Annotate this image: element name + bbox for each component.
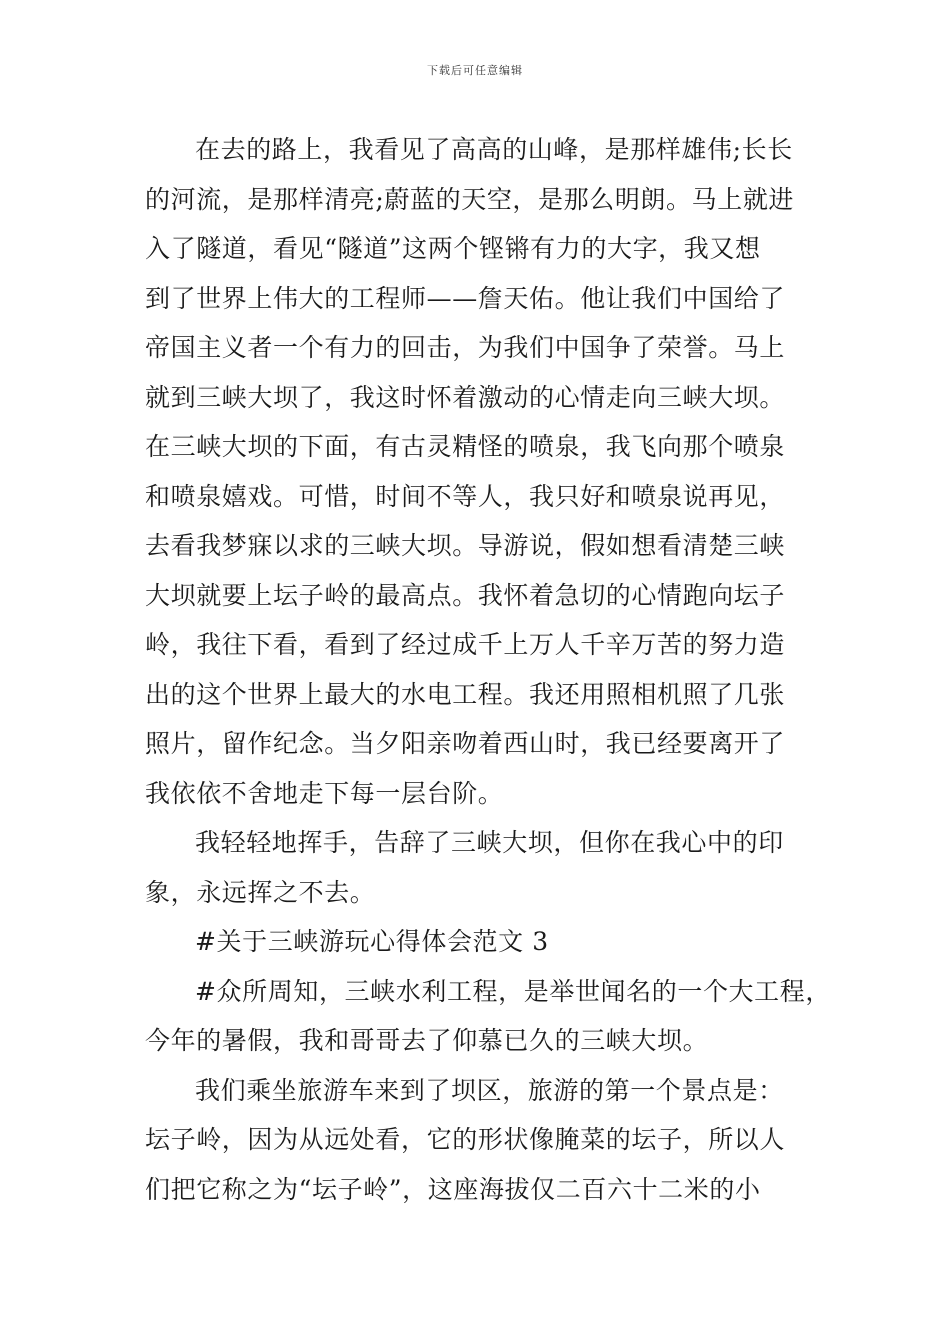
- text-line: 到了世界上伟大的工程师——詹天佑。他让我们中国给了: [145, 283, 786, 313]
- text-line: 象，永远挥之不去。: [145, 877, 376, 907]
- text-line: 我们乘坐旅游车来到了坝区，旅游的第一个景点是：: [195, 1075, 784, 1105]
- text-line: 照片，留作纪念。当夕阳亲吻着西山时，我已经要离开了: [145, 729, 786, 758]
- text-line: 今年的暑假，我和哥哥去了仰慕已久的三峡大坝。: [145, 1026, 709, 1055]
- text-line: 出的这个世界上最大的水电工程。我还用照相机照了几张: [145, 679, 786, 709]
- text-line: 的河流，是那样清亮;蔚蓝的天空，是那么明朗。马上就进: [145, 184, 795, 214]
- text-line: 岭，我往下看，看到了经过成千上万人千辛万苦的努力造: [145, 630, 786, 659]
- text-line: 入了隧道，看见“隧道”这两个铿锵有力的大字，我又想: [145, 234, 761, 263]
- text-line: 我轻轻地挥手，告辞了三峡大坝，但你在我心中的印: [195, 828, 784, 857]
- page-header: 下载后可任意编辑: [427, 64, 523, 77]
- text-line: 去看我梦寐以求的三峡大坝。导游说，假如想看清楚三峡: [145, 531, 786, 560]
- text-line: 们把它称之为“坛子岭”，这座海拔仅二百六十二米的小: [145, 1174, 761, 1204]
- section-heading: #关于三峡游玩心得体会范文 3: [195, 927, 549, 956]
- text-line: #众所周知，三峡水利工程，是举世闻名的一个大工程，: [195, 976, 831, 1006]
- text-line: 就到三峡大坝了，我这时怀着激动的心情走向三峡大坝。: [145, 382, 786, 412]
- text-line: 坛子岭，因为从远处看，它的形状像腌菜的坛子，所以人: [145, 1125, 786, 1154]
- text-line: 我依依不舍地走下每一层台阶。: [145, 778, 504, 808]
- text-line: 在去的路上，我看见了高高的山峰，是那样雄伟;长长: [195, 135, 793, 164]
- text-line: 在三峡大坝的下面，有古灵精怪的喷泉，我飞向那个喷泉: [145, 432, 786, 461]
- text-line: 大坝就要上坛子岭的最高点。我怀着急切的心情跑向坛子: [145, 580, 786, 610]
- text-line: 帝国主义者一个有力的回击，为我们中国争了荣誉。马上: [145, 333, 786, 362]
- text-line: 和喷泉嬉戏。可惜，时间不等人，我只好和喷泉说再见，: [145, 481, 786, 511]
- document-body: [145, 128, 831, 1217]
